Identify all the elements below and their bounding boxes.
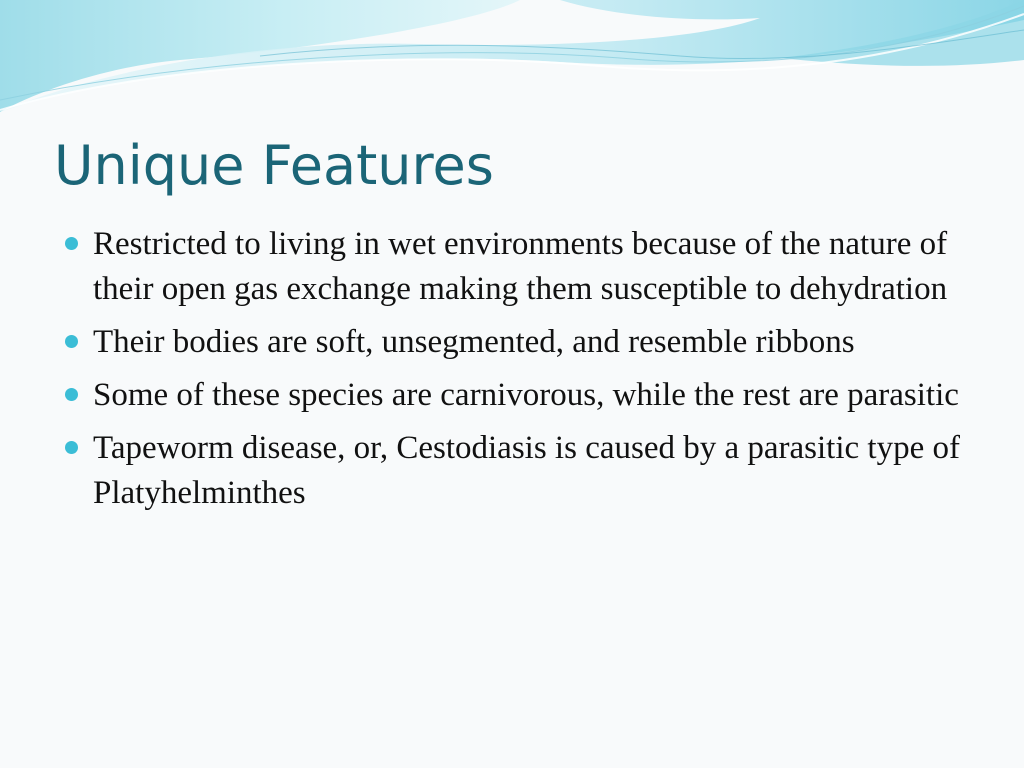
- bullet-dot-icon: [65, 441, 78, 454]
- header-wave-decoration: [0, 0, 1024, 130]
- list-item: [64, 373, 984, 418]
- bullet-dot-icon: [65, 335, 78, 348]
- bullet-list: [64, 222, 984, 524]
- bullet-text: Tapeworm disease, or, Cestodiasis is caused by a parasitic type of Platyhelminthes: [93, 430, 960, 511]
- bullet-text: Some of these species are carnivorous, while the rest are parasitic: [93, 377, 959, 413]
- bullet-dot-icon: [65, 237, 78, 250]
- list-item: [64, 426, 984, 516]
- bullet-text: Restricted to living in wet environments because of the nature of their open gas exchange making them susceptible to dehydration: [93, 226, 948, 307]
- bullet-dot-icon: [65, 388, 78, 401]
- bullet-text: Their bodies are soft, unsegmented, and resemble ribbons: [93, 324, 855, 360]
- list-item: [64, 222, 984, 312]
- list-item: [64, 320, 984, 365]
- slide-title: Unique Features: [54, 134, 494, 197]
